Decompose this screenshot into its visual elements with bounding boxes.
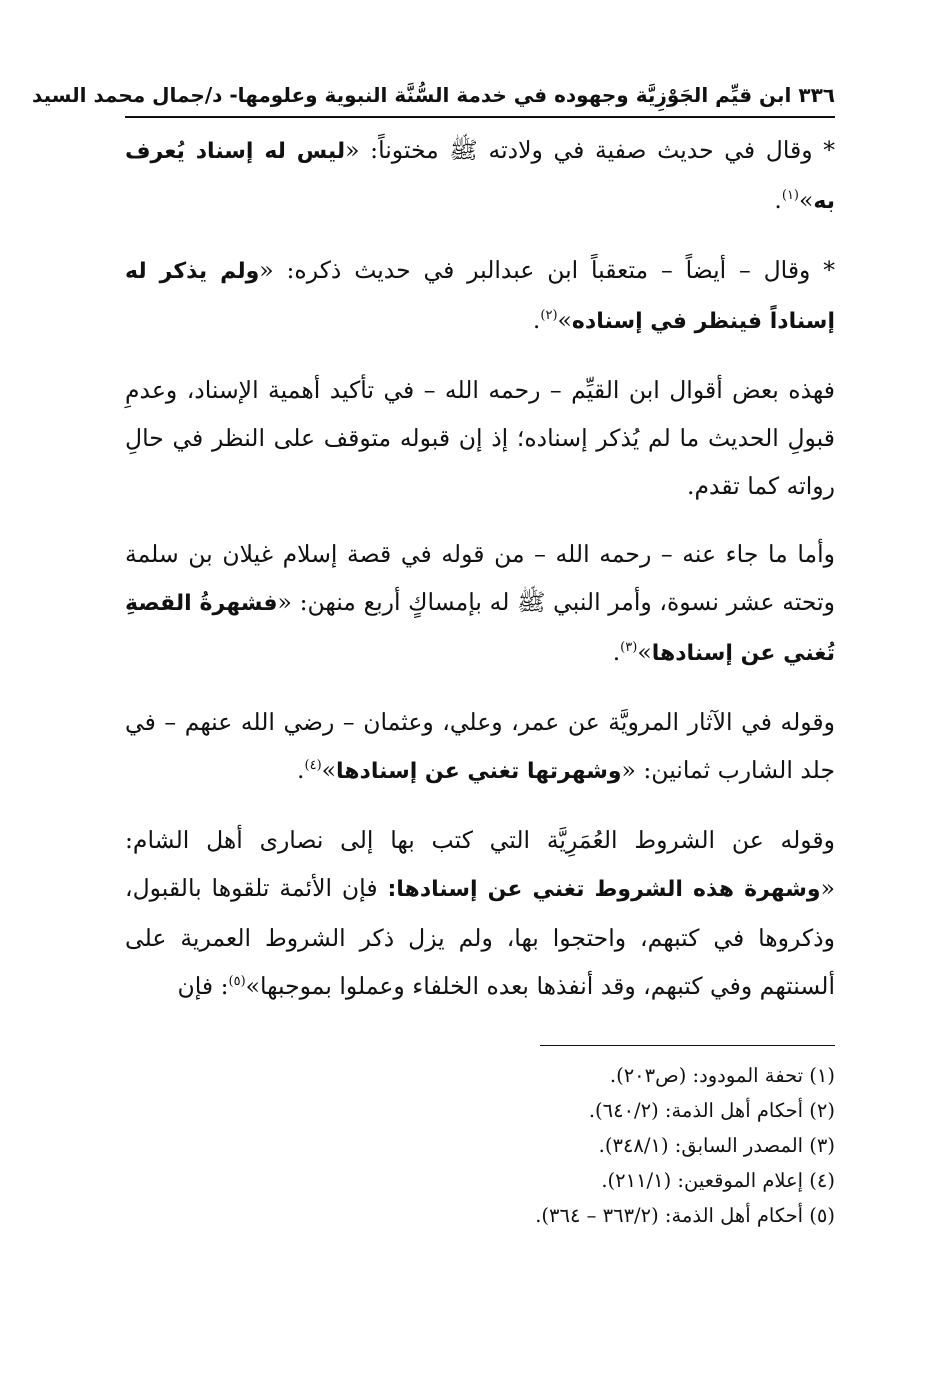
paragraph-1: * وقال في حديث صفية في ولادته ﷺ مختوناً: «ليس له إسناد يُعرف به»$^{(١)}$.	[125, 136, 836, 214]
main-text	[125, 126, 835, 1010]
footnote-separator	[540, 1045, 835, 1046]
footnotes	[125, 1058, 835, 1233]
footnote-1: (١) تحفة المودود: (ص٢٠٣).	[609, 1064, 835, 1087]
paragraph-4: وأما ما جاء عنه – رحمه الله – من قوله في قصة إسلام غيلان بن سلمة وتحته عشر نسوة، وأمر النبي ﷺ له بإمساكٍ أربع منهن: «فشهرةُ القصةِ تُغني عن إسنادها»$^{(٣)}$.	[125, 540, 835, 666]
bold-quote: وشهرتها تغني عن إسنادها	[336, 759, 622, 784]
footnote-2: (٢) أحكام أهل الذمة: (٦٤٠/٢).	[588, 1099, 835, 1122]
footnote-ref[interactable]: (٤)	[304, 758, 322, 774]
running-header	[32, 80, 835, 118]
footnote-3: (٣) المصدر السابق: (٣٤٨/١).	[598, 1134, 835, 1157]
page-number: ٣٣٦	[798, 83, 835, 107]
paragraph-5: وقوله في الآثار المرويَّة عن عمر، وعلي، وعثمان – رضي الله عنهم – في جلد الشارب ثمانين: «وشهرتها تغني عن إسنادها»$^{(٤)}$.	[125, 708, 835, 784]
page	[32, 80, 836, 1030]
footnote-ref[interactable]: (٢)	[540, 308, 558, 324]
paragraph-3: فهذه بعض أقوال ابن القيِّم – رحمه الله – في تأكيد أهمية الإسناد، وعدمِ قبولِ الحديث ما لم يُذكر إسناده؛ إذ إن قبوله متوقف على النظر في حالِ رواته كما تقدم.	[125, 376, 835, 500]
paragraph-6: وقوله عن الشروط العُمَرِيَّة التي كتب بها إلى نصارى أهل الشام: «وشهرة هذه الشروط تغني عن إسنادها: فإن الأئمة تلقوها بالقبول، وذكروها في كتبهم، واحتجوا بها، ولم يزل ذكر الشروط العمرية على ألسنتهم وفي كتبهم، وقد أنفذها بعده الخلفاء وعملوا بموجبها»$^{(٥)}$: فإن	[125, 826, 835, 1000]
bold-quote: فشهرةُ القصةِ تُغني عن إسنادها	[125, 591, 835, 666]
footnote-ref[interactable]: (١)	[781, 188, 799, 204]
footnote-5: (٥) أحكام أهل الذمة: (٣٦٣/٢ – ٣٦٤).	[535, 1204, 835, 1227]
paragraph-2: * وقال – أيضاً – متعقباً ابن عبدالبر في حديث ذكره: «ولم يذكر له إسناداً فينظر في إسناده»$^{(٢)}$.	[125, 256, 835, 334]
bold-quote: وشهرة هذه الشروط تغني عن إسنادها:	[387, 877, 821, 902]
footnote-ref[interactable]: (٣)	[620, 640, 638, 656]
bold-quote: ولم يذكر له إسناداً فينظر في إسناده	[125, 259, 835, 334]
bold-quote: ليس له إسناد يُعرف به	[125, 139, 835, 214]
footnote-4: (٤) إعلام الموقعين: (٢١١/١).	[601, 1169, 835, 1192]
footnote-ref[interactable]: (٥)	[228, 974, 246, 990]
running-title: ابن قيِّم الجَوْزِيَّة وجهوده في خدمة السُّنَّة النبوية وعلومها- د/جمال محمد السيد	[32, 83, 792, 107]
